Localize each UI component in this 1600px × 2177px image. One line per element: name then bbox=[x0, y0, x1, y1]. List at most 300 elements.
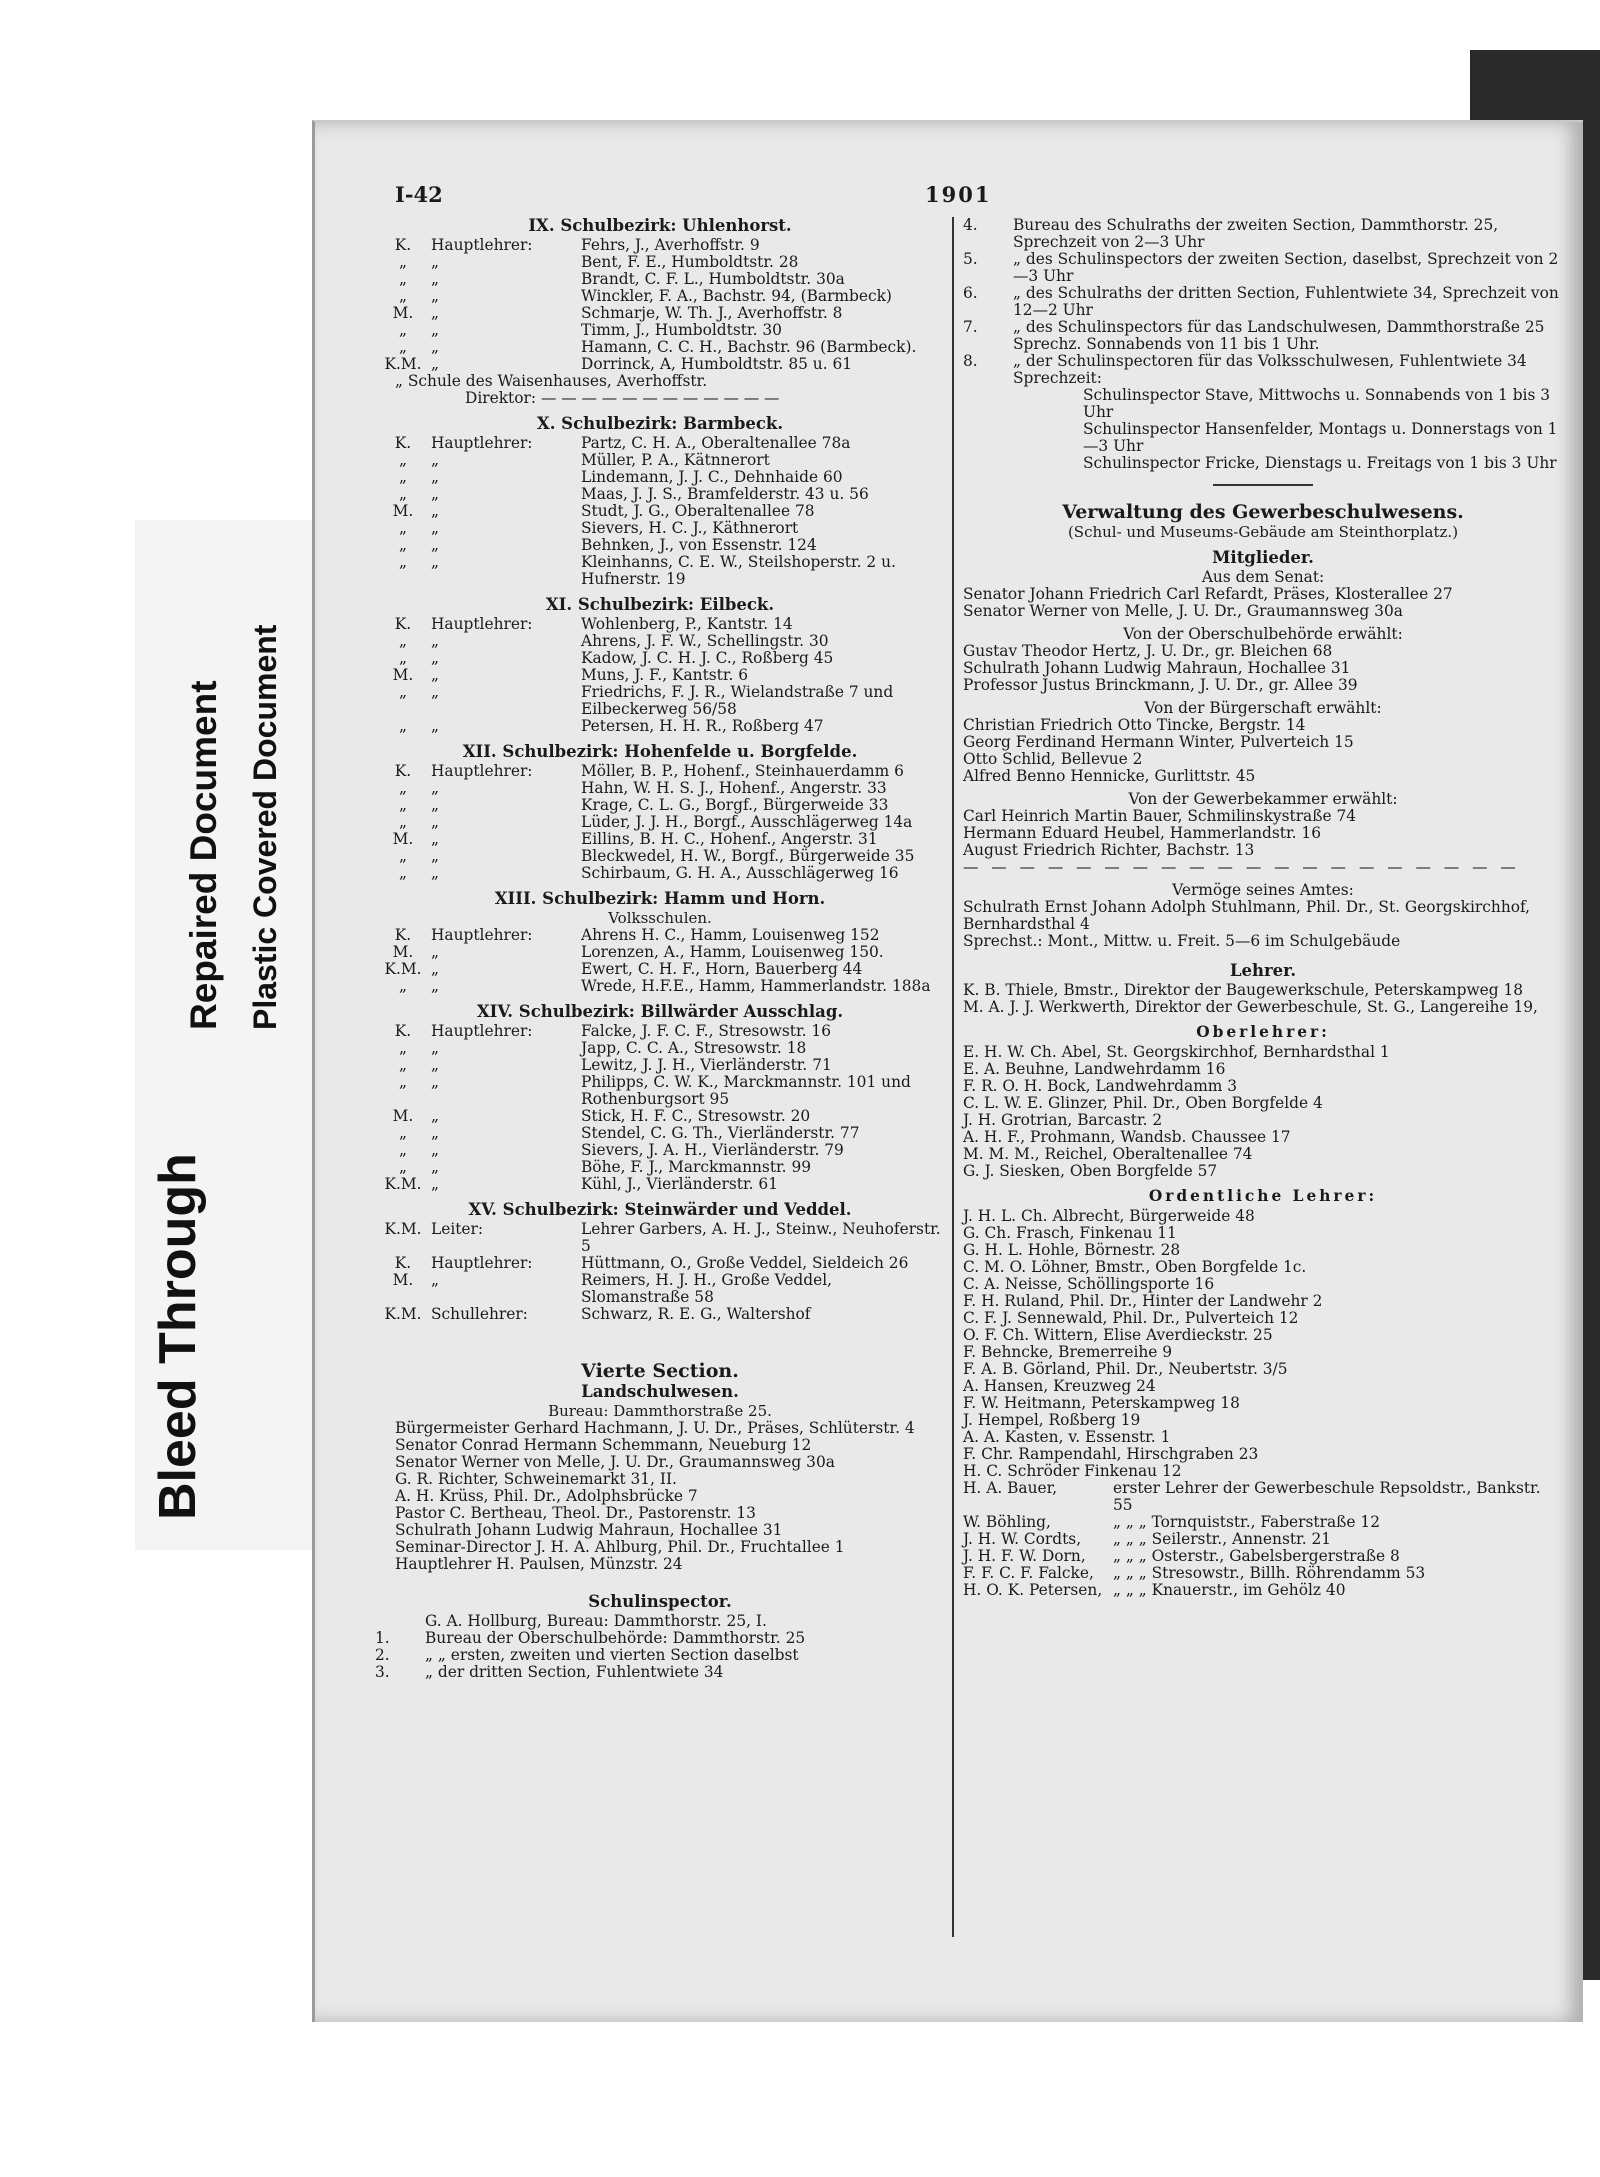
list-item bbox=[963, 1548, 1563, 1565]
list-item bbox=[375, 1040, 945, 1057]
district-xiii-sub: Volksschulen. bbox=[608, 909, 712, 927]
list-item bbox=[963, 285, 1563, 319]
oberlehrer-list bbox=[963, 1044, 1563, 1180]
gewerbekammer-heading: Von der Gewerbekammer erwählt: bbox=[1128, 790, 1398, 808]
list-item: G. H. L. Hohle, Börnestr. 28 bbox=[963, 1241, 1181, 1259]
list-item: Schulrath Johann Ludwig Mahraun, Hochallee 31 bbox=[963, 659, 1351, 677]
list-item bbox=[375, 452, 945, 469]
list-item: Seminar-Director J. H. A. Ahlburg, Phil. Dr., Fruchtallee 1 bbox=[395, 1538, 845, 1556]
list-item bbox=[375, 831, 945, 848]
entry-text: „ „ „ Stresowstr., Billh. Röhrendamm 53 bbox=[1113, 1564, 1426, 1582]
list-item: J. H. Grotrian, Barcastr. 2 bbox=[963, 1111, 1163, 1129]
list-item bbox=[375, 1159, 945, 1176]
entry-mark: M. bbox=[392, 304, 414, 322]
list-item: C. F. J. Sennewald, Phil. Dr., Pulverteich 12 bbox=[963, 1309, 1299, 1327]
entry-mark: „ bbox=[399, 287, 407, 305]
entry-text: „ des Schulinspectors der zweiten Section, daselbst, Sprechzeit von 2—3 Uhr bbox=[1013, 250, 1559, 285]
entry-number: 4. bbox=[963, 216, 978, 234]
entry-role: „ bbox=[431, 519, 439, 537]
section-rule bbox=[1213, 484, 1313, 486]
entry-mark: „ bbox=[399, 1039, 407, 1057]
entry-role: „ bbox=[431, 977, 439, 995]
entry-role: Hauptlehrer: bbox=[431, 236, 533, 254]
verwaltung-sub: (Schul- und Museums-Gebäude am Steinthorplatz.) bbox=[1067, 523, 1459, 541]
list-item bbox=[375, 1306, 945, 1323]
entry-mark: „ bbox=[399, 519, 407, 537]
list-item: O. F. Ch. Wittern, Elise Averdieckstr. 25 bbox=[963, 1326, 1273, 1344]
entry-text: Böhe, F. J., Marckmannstr. 99 bbox=[581, 1158, 812, 1176]
entry-text: erster Lehrer der Gewerbeschule Repsoldstr., Bankstr. 55 bbox=[1113, 1479, 1541, 1514]
entry-text: Lindemann, J. J. C., Dehnhaide 60 bbox=[581, 468, 843, 486]
entry-text: Winckler, F. A., Bachstr. 94, (Barmbeck) bbox=[581, 287, 892, 305]
oberlehrer-heading: Oberlehrer: bbox=[1196, 1023, 1330, 1041]
entry-role: Hauptlehrer: bbox=[431, 762, 533, 780]
district-ix-list bbox=[375, 237, 945, 373]
buergerschaft-list bbox=[963, 717, 1563, 785]
entry-text: Ahrens, J. F. W., Schellingstr. 30 bbox=[581, 632, 829, 650]
entry-number: J. H. W. Cordts, bbox=[963, 1530, 1082, 1548]
list-item: K. B. Thiele, Bmstr., Direktor der Baugewerkschule, Peterskampweg 18 bbox=[963, 981, 1524, 999]
list-item bbox=[963, 217, 1563, 251]
list-item: A. H. F., Prohmann, Wandsb. Chaussee 17 bbox=[963, 1128, 1291, 1146]
list-item: Senator Conrad Hermann Schemmann, Neueburg 12 bbox=[395, 1436, 812, 1454]
entry-mark: „ bbox=[399, 683, 407, 701]
list-item: August Friedrich Richter, Bachstr. 13 bbox=[963, 841, 1255, 859]
list-item bbox=[963, 319, 1563, 353]
entry-number: H. O. K. Petersen, bbox=[963, 1581, 1103, 1599]
list-item bbox=[375, 780, 945, 797]
list-item bbox=[375, 1142, 945, 1159]
list-item: Schulinspector Fricke, Dienstags u. Freitags von 1 bis 3 Uhr bbox=[1083, 454, 1557, 472]
entry-role: „ bbox=[431, 502, 439, 520]
list-item: A. H. Krüss, Phil. Dr., Adolphsbrücke 7 bbox=[395, 1487, 698, 1505]
entry-text: Behnken, J., von Essenstr. 124 bbox=[581, 536, 817, 554]
entry-text: Kleinhanns, C. E. W., Steilshoperstr. 2 u. Hufnerstr. 19 bbox=[581, 553, 896, 588]
list-item bbox=[963, 1531, 1563, 1548]
list-item: Georg Ferdinand Hermann Winter, Pulverteich 15 bbox=[963, 733, 1354, 751]
entry-role: „ bbox=[431, 717, 439, 735]
entry-number: 7. bbox=[963, 318, 978, 336]
senat-list bbox=[963, 586, 1563, 620]
entry-text: „ „ ersten, zweiten und vierten Section daselbst bbox=[425, 1646, 799, 1664]
entry-role: „ bbox=[431, 1039, 439, 1057]
entry-text: Müller, P. A., Kätnnerort bbox=[581, 451, 770, 469]
entry-text: Sievers, H. C. J., Käthnerort bbox=[581, 519, 799, 537]
list-item: Hauptlehrer H. Paulsen, Münzstr. 24 bbox=[395, 1555, 683, 1573]
entry-role: „ bbox=[431, 287, 439, 305]
entry-role: „ bbox=[431, 1271, 439, 1289]
entry-text: Timm, J., Humboldtstr. 30 bbox=[581, 321, 782, 339]
entry-text: Reimers, H. J. H., Große Veddel, Slomanstraße 58 bbox=[581, 1271, 833, 1306]
list-item bbox=[375, 288, 945, 305]
entry-mark: „ bbox=[399, 270, 407, 288]
list-item: Sprechst.: Mont., Mittw. u. Freit. 5—6 im Schulgebäude bbox=[963, 932, 1401, 950]
entry-role: „ bbox=[431, 485, 439, 503]
entry-text: G. A. Hollburg, Bureau: Dammthorstr. 25, I. bbox=[425, 1612, 767, 1630]
entry-text: „ „ „ Osterstr., Gabelsbergerstraße 8 bbox=[1113, 1547, 1400, 1565]
entry-mark: „ bbox=[399, 649, 407, 667]
list-item bbox=[375, 814, 945, 831]
entry-text: Lewitz, J. J. H., Vierländerstr. 71 bbox=[581, 1056, 832, 1074]
entry-text: „ der Schulinspectoren für das Volksschulwesen, Fuhlentwiete 34 Sprechzeit: bbox=[1013, 352, 1527, 387]
district-xv-list bbox=[375, 1221, 945, 1323]
verwaltung-title: Verwaltung des Gewerbeschulwesens. bbox=[1062, 501, 1464, 523]
entry-role: „ bbox=[431, 683, 439, 701]
entry-role: „ bbox=[431, 1056, 439, 1074]
list-item: M. A. J. J. Werkwerth, Direktor der Gewerbeschule, St. G., Langereihe 19, bbox=[963, 998, 1538, 1016]
ordentliche-list bbox=[963, 1208, 1563, 1480]
entry-mark: „ bbox=[399, 485, 407, 503]
vierte-section-title: Vierte Section. bbox=[581, 1360, 739, 1382]
list-item bbox=[375, 435, 945, 452]
entry-role: „ bbox=[431, 1175, 439, 1193]
entry-role: Hauptlehrer: bbox=[431, 926, 533, 944]
entry-mark: „ bbox=[399, 1124, 407, 1142]
list-item bbox=[375, 848, 945, 865]
bleed-through-label: Bleed Through bbox=[149, 1153, 207, 1520]
entry-text: Muns, J. F., Kantstr. 6 bbox=[581, 666, 749, 684]
entry-text: Wrede, H.F.E., Hamm, Hammerlandstr. 188a bbox=[581, 977, 931, 995]
list-item bbox=[375, 1664, 945, 1681]
lehrer-heading: Lehrer. bbox=[1229, 961, 1297, 980]
orphanage-director: Direktor: — — — — — — — — — — — — bbox=[465, 389, 780, 407]
district-xiii-list bbox=[375, 927, 945, 995]
list-item bbox=[375, 763, 945, 780]
entry-role: „ bbox=[431, 830, 439, 848]
entry-mark: „ bbox=[399, 468, 407, 486]
entry-mark: K.M. bbox=[384, 1305, 422, 1323]
list-item: Otto Schlid, Bellevue 2 bbox=[963, 750, 1143, 768]
list-item bbox=[963, 1514, 1563, 1531]
entry-text: „ „ „ Tornquiststr., Faberstraße 12 bbox=[1113, 1513, 1381, 1531]
district-xii-list bbox=[375, 763, 945, 882]
list-item bbox=[375, 237, 945, 254]
entry-mark: „ bbox=[399, 977, 407, 995]
entry-mark: K. bbox=[394, 926, 412, 944]
orphanage-school: „ Schule des Waisenhauses, Averhoffstr. bbox=[395, 372, 708, 390]
entry-text: Schwarz, R. E. G., Waltershof bbox=[581, 1305, 811, 1323]
list-item bbox=[375, 797, 945, 814]
entry-text: Kadow, J. C. H. J. C., Roßberg 45 bbox=[581, 649, 834, 667]
list-item: Senator Johann Friedrich Carl Refardt, Präses, Klosterallee 27 bbox=[963, 585, 1453, 603]
entry-text: Wohlenberg, P., Kantstr. 14 bbox=[581, 615, 793, 633]
list-item bbox=[375, 503, 945, 520]
entry-role: „ bbox=[431, 355, 439, 373]
ordentliche-heading: Ordentliche Lehrer: bbox=[1148, 1187, 1378, 1205]
district-xii-title: XII. Schulbezirk: Hohenfelde u. Borgfelde. bbox=[462, 742, 858, 761]
entry-mark: „ bbox=[399, 1056, 407, 1074]
list-item: A. Hansen, Kreuzweg 24 bbox=[963, 1377, 1156, 1395]
entry-text: Falcke, J. F. C. F., Stresowstr. 16 bbox=[581, 1022, 832, 1040]
entry-text: Schirbaum, G. H. A., Ausschlägerweg 16 bbox=[581, 864, 899, 882]
entry-role: „ bbox=[431, 451, 439, 469]
entry-mark: K. bbox=[394, 434, 412, 452]
entry-mark: K. bbox=[394, 236, 412, 254]
list-item bbox=[375, 1630, 945, 1647]
entry-role: „ bbox=[431, 338, 439, 356]
list-item: G. J. Siesken, Oben Borgfelde 57 bbox=[963, 1162, 1218, 1180]
district-ix-title: IX. Schulbezirk: Uhlenhorst. bbox=[528, 216, 792, 235]
entry-number: H. A. Bauer, bbox=[963, 1479, 1058, 1497]
entry-number: 1. bbox=[375, 1629, 390, 1647]
entry-role: „ bbox=[431, 270, 439, 288]
entry-role: „ bbox=[431, 553, 439, 571]
entry-mark: M. bbox=[392, 943, 414, 961]
entry-role: Hauptlehrer: bbox=[431, 434, 533, 452]
entry-text: „ des Schulinspectors für das Landschulwesen, Dammthorstraße 25 Sprechz. Sonnabends von 11 bis 1 Uhr. bbox=[1013, 318, 1545, 353]
mitglieder-title: Mitglieder. bbox=[1212, 548, 1314, 567]
list-item: M. M. M., Reichel, Oberaltenallee 74 bbox=[963, 1145, 1253, 1163]
entry-mark: K. bbox=[394, 762, 412, 780]
list-item: C. A. Neisse, Schöllingsporte 16 bbox=[963, 1275, 1215, 1293]
district-xi-list bbox=[375, 616, 945, 735]
list-item: Schulrath Ernst Johann Adolph Stuhlmann, Phil. Dr., St. Georgskirchhof, Bernhardsthal 4 bbox=[963, 898, 1531, 933]
entry-mark: K. bbox=[394, 615, 412, 633]
entry-number bbox=[375, 1613, 425, 1630]
district-x-list bbox=[375, 435, 945, 588]
list-item: Senator Werner von Melle, J. U. Dr., Graumannsweg 30a bbox=[963, 602, 1403, 620]
entry-role: „ bbox=[431, 813, 439, 831]
entry-role: Schullehrer: bbox=[431, 1305, 528, 1323]
entry-text: Sievers, J. A. H., Vierländerstr. 79 bbox=[581, 1141, 844, 1159]
entry-mark: „ bbox=[399, 321, 407, 339]
dash-line: — — — — — — — — — — — — — — — — — — — — bbox=[963, 858, 1520, 876]
list-item bbox=[375, 1255, 945, 1272]
list-item bbox=[375, 1647, 945, 1664]
list-item bbox=[375, 1023, 945, 1040]
list-item bbox=[375, 1221, 945, 1255]
entry-role: „ bbox=[431, 253, 439, 271]
entry-text: Ewert, C. H. F., Horn, Bauerberg 44 bbox=[581, 960, 863, 978]
entry-mark: „ bbox=[399, 796, 407, 814]
entry-role: „ bbox=[431, 304, 439, 322]
page-header bbox=[395, 182, 1495, 212]
list-item bbox=[375, 684, 945, 718]
entry-text: Lehrer Garbers, A. H. J., Steinw., Neuhoferstr. 5 bbox=[581, 1220, 941, 1255]
list-item bbox=[375, 339, 945, 356]
plastic-covered-label: Plastic Covered Document bbox=[247, 624, 283, 1030]
list-item: Carl Heinrich Martin Bauer, Schmilinskystraße 74 bbox=[963, 807, 1357, 825]
entry-mark: K.M. bbox=[384, 1220, 422, 1238]
entry-text: Bureau der Oberschulbehörde: Dammthorstr. 25 bbox=[425, 1629, 806, 1647]
entry-text: Möller, B. P., Hohenf., Steinhauerdamm 6 bbox=[581, 762, 904, 780]
list-item bbox=[375, 667, 945, 684]
landschul-members bbox=[375, 1420, 945, 1573]
entry-mark: M. bbox=[392, 502, 414, 520]
left-column bbox=[375, 217, 945, 1681]
list-item bbox=[375, 865, 945, 882]
list-item: F. W. Heitmann, Peterskampweg 18 bbox=[963, 1394, 1240, 1412]
list-item bbox=[375, 944, 945, 961]
page-number: I-42 bbox=[395, 182, 443, 207]
entry-mark: M. bbox=[392, 830, 414, 848]
entry-text: Petersen, H. H. R., Roßberg 47 bbox=[581, 717, 824, 735]
list-item: Schulinspector Hansenfelder, Montags u. Donnerstags von 1—3 Uhr bbox=[1083, 420, 1558, 455]
list-item: F. R. O. H. Bock, Landwehrdamm 3 bbox=[963, 1077, 1238, 1095]
entry-text: Schmarje, W. Th. J., Averhoffstr. 8 bbox=[581, 304, 843, 322]
entry-role: „ bbox=[431, 1073, 439, 1091]
bureau-list bbox=[963, 217, 1563, 387]
list-item bbox=[375, 927, 945, 944]
entry-text: Studt, J. G., Oberaltenallee 78 bbox=[581, 502, 815, 520]
entry-text: Krage, C. L. G., Borgf., Bürgerweide 33 bbox=[581, 796, 889, 814]
district-xv-title: XV. Schulbezirk: Steinwärder und Veddel. bbox=[468, 1200, 852, 1219]
district-x-title: X. Schulbezirk: Barmbeck. bbox=[536, 414, 784, 433]
list-item: Christian Friedrich Otto Tincke, Bergstr. 14 bbox=[963, 716, 1306, 734]
entry-mark: „ bbox=[399, 553, 407, 571]
district-xiv-list bbox=[375, 1023, 945, 1193]
repaired-document-label: Repaired Document bbox=[183, 680, 224, 1030]
list-item bbox=[375, 1176, 945, 1193]
entry-text: Bureau des Schulraths der zweiten Section, Dammthorstr. 25, Sprechzeit von 2—3 Uhr bbox=[1013, 216, 1499, 251]
list-item: Schulinspector Stave, Mittwochs u. Sonnabends von 1 bis 3 Uhr bbox=[1083, 386, 1551, 421]
entry-text: Japp, C. C. A., Stresowstr. 18 bbox=[581, 1039, 807, 1057]
district-xi-title: XI. Schulbezirk: Eilbeck. bbox=[545, 595, 775, 614]
schulinspector-list bbox=[375, 1613, 945, 1681]
list-item bbox=[375, 1272, 945, 1306]
entry-role: „ bbox=[431, 1141, 439, 1159]
entry-mark: „ bbox=[399, 451, 407, 469]
inspector-hours bbox=[963, 387, 1563, 472]
entry-text: Lüder, J. J. H., Borgf., Ausschlägerweg 14a bbox=[581, 813, 913, 831]
entry-text: „ „ „ Knauerstr., im Gehölz 40 bbox=[1113, 1581, 1346, 1599]
list-item bbox=[375, 650, 945, 667]
entry-mark: „ bbox=[399, 779, 407, 797]
oberschul-heading: Von der Oberschulbehörde erwählt: bbox=[1123, 625, 1403, 643]
entry-text: Bent, F. E., Humboldtstr. 28 bbox=[581, 253, 799, 271]
entry-text: „ der dritten Section, Fuhlentwiete 34 bbox=[425, 1663, 724, 1681]
list-item: F. H. Ruland, Phil. Dr., Hinter der Landwehr 2 bbox=[963, 1292, 1323, 1310]
entry-mark: K. bbox=[394, 1022, 412, 1040]
entry-mark: K.M. bbox=[384, 355, 422, 373]
lehrer-list bbox=[963, 982, 1563, 1016]
entry-role: Hauptlehrer: bbox=[431, 1254, 533, 1272]
list-item: C. M. O. Löhner, Bmstr., Oben Borgfelde 1c. bbox=[963, 1258, 1307, 1276]
entry-text: Philipps, C. W. K., Marckmannstr. 101 und Rothenburgsort 95 bbox=[581, 1073, 911, 1108]
entry-text: Partz, C. H. A., Oberaltenallee 78a bbox=[581, 434, 851, 452]
list-item bbox=[375, 616, 945, 633]
entry-number: 5. bbox=[963, 250, 978, 268]
column-divider bbox=[952, 217, 954, 1937]
entry-mark: M. bbox=[392, 1107, 414, 1125]
entry-number: 2. bbox=[375, 1646, 390, 1664]
entry-role: „ bbox=[431, 796, 439, 814]
list-item bbox=[375, 356, 945, 373]
list-item bbox=[375, 1108, 945, 1125]
entry-mark: M. bbox=[392, 666, 414, 684]
list-item bbox=[375, 271, 945, 288]
entry-mark: „ bbox=[399, 1073, 407, 1091]
entry-text: Friedrichs, F. J. R., Wielandstraße 7 und Eilbeckerweg 56/58 bbox=[581, 683, 894, 718]
entry-text: Eillins, B. H. C., Hohenf., Angerstr. 31 bbox=[581, 830, 878, 848]
list-item bbox=[375, 1125, 945, 1142]
entry-mark: „ bbox=[399, 536, 407, 554]
entry-mark: „ bbox=[399, 338, 407, 356]
entry-role: „ bbox=[431, 666, 439, 684]
entry-mark: „ bbox=[399, 717, 407, 735]
list-item: Schulrath Johann Ludwig Mahraun, Hochallee 31 bbox=[395, 1521, 783, 1539]
entry-mark: „ bbox=[399, 632, 407, 650]
entry-number: 3. bbox=[375, 1663, 390, 1681]
entry-number: 6. bbox=[963, 284, 978, 302]
entry-role: „ bbox=[431, 649, 439, 667]
list-item bbox=[375, 978, 945, 995]
entry-role: „ bbox=[431, 1124, 439, 1142]
list-item: E. H. W. Ch. Abel, St. Georgskirchhof, Bernhardsthal 1 bbox=[963, 1043, 1390, 1061]
list-item: E. A. Beuhne, Landwehrdamm 16 bbox=[963, 1060, 1226, 1078]
entry-mark: „ bbox=[399, 864, 407, 882]
entry-text: „ „ „ Seilerstr., Annenstr. 21 bbox=[1113, 1530, 1332, 1548]
scanned-page bbox=[312, 120, 1583, 2022]
entry-mark: „ bbox=[399, 813, 407, 831]
entry-role: „ bbox=[431, 847, 439, 865]
district-xiii-title: XIII. Schulbezirk: Hamm und Horn. bbox=[494, 889, 826, 908]
entry-text: „ des Schulraths der dritten Section, Fuhlentwiete 34, Sprechzeit von 12—2 Uhr bbox=[1013, 284, 1559, 319]
entry-role: „ bbox=[431, 1158, 439, 1176]
list-item: F. Chr. Rampendahl, Hirschgraben 23 bbox=[963, 1445, 1259, 1463]
list-item: Bürgermeister Gerhard Hachmann, J. U. Dr., Präses, Schlüterstr. 4 bbox=[395, 1419, 915, 1437]
entry-role: Hauptlehrer: bbox=[431, 1022, 533, 1040]
entry-text: Hamann, C. C. H., Bachstr. 96 (Barmbeck). bbox=[581, 338, 917, 356]
list-item bbox=[375, 718, 945, 735]
entry-mark: K.M. bbox=[384, 1175, 422, 1193]
list-item bbox=[963, 251, 1563, 285]
entry-role: „ bbox=[431, 632, 439, 650]
entry-role: „ bbox=[431, 321, 439, 339]
list-item bbox=[375, 486, 945, 503]
entry-role: „ bbox=[431, 864, 439, 882]
entry-mark: „ bbox=[399, 253, 407, 271]
page-year: 1901 bbox=[925, 182, 992, 207]
entry-mark: K.M. bbox=[384, 960, 422, 978]
entry-text: Dorrinck, A, Humboldtstr. 85 u. 61 bbox=[581, 355, 853, 373]
list-item: J. Hempel, Roßberg 19 bbox=[963, 1411, 1141, 1429]
amt-list bbox=[963, 899, 1563, 950]
list-item: J. H. L. Ch. Albrecht, Bürgerweide 48 bbox=[963, 1207, 1255, 1225]
gewerbekammer-list bbox=[963, 808, 1563, 859]
list-item: Senator Werner von Melle, J. U. Dr., Graumannsweg 30a bbox=[395, 1453, 835, 1471]
entry-number: W. Böhling, bbox=[963, 1513, 1051, 1531]
list-item: Hermann Eduard Heubel, Hammerlandstr. 16 bbox=[963, 824, 1321, 842]
list-item: Alfred Benno Hennicke, Gurlittstr. 45 bbox=[963, 767, 1256, 785]
entry-number: F. F. C. F. Falcke, bbox=[963, 1564, 1094, 1582]
district-xiv-title: XIV. Schulbezirk: Billwärder Ausschlag. bbox=[476, 1002, 844, 1021]
entry-mark: K. bbox=[394, 1254, 412, 1272]
list-item bbox=[375, 305, 945, 322]
buergerschaft-heading: Von der Bürgerschaft erwählt: bbox=[1144, 699, 1382, 717]
list-item bbox=[963, 1480, 1563, 1514]
list-item: Professor Justus Brinckmann, J. U. Dr., gr. Allee 39 bbox=[963, 676, 1358, 694]
oberschul-list bbox=[963, 643, 1563, 694]
list-item bbox=[963, 1582, 1563, 1599]
entry-number: 8. bbox=[963, 352, 978, 370]
list-item bbox=[375, 1074, 945, 1108]
entry-text: Fehrs, J., Averhoffstr. 9 bbox=[581, 236, 760, 254]
list-item: C. L. W. E. Glinzer, Phil. Dr., Oben Borgfelde 4 bbox=[963, 1094, 1323, 1112]
list-item bbox=[375, 469, 945, 486]
list-item bbox=[375, 961, 945, 978]
entry-text: Ahrens H. C., Hamm, Louisenweg 152 bbox=[581, 926, 880, 944]
entry-mark: „ bbox=[399, 847, 407, 865]
entry-role: „ bbox=[431, 1107, 439, 1125]
schulinspector-title: Schulinspector. bbox=[588, 1592, 732, 1611]
list-item: G. R. Richter, Schweinemarkt 31, II. bbox=[395, 1470, 677, 1488]
entry-mark: M. bbox=[392, 1271, 414, 1289]
list-item: Pastor C. Bertheau, Theol. Dr., Pastorenstr. 13 bbox=[395, 1504, 756, 1522]
entry-role: Hauptlehrer: bbox=[431, 615, 533, 633]
entry-text: Stick, H. F. C., Stresowstr. 20 bbox=[581, 1107, 811, 1125]
gewerbeschule-table bbox=[963, 1480, 1563, 1599]
